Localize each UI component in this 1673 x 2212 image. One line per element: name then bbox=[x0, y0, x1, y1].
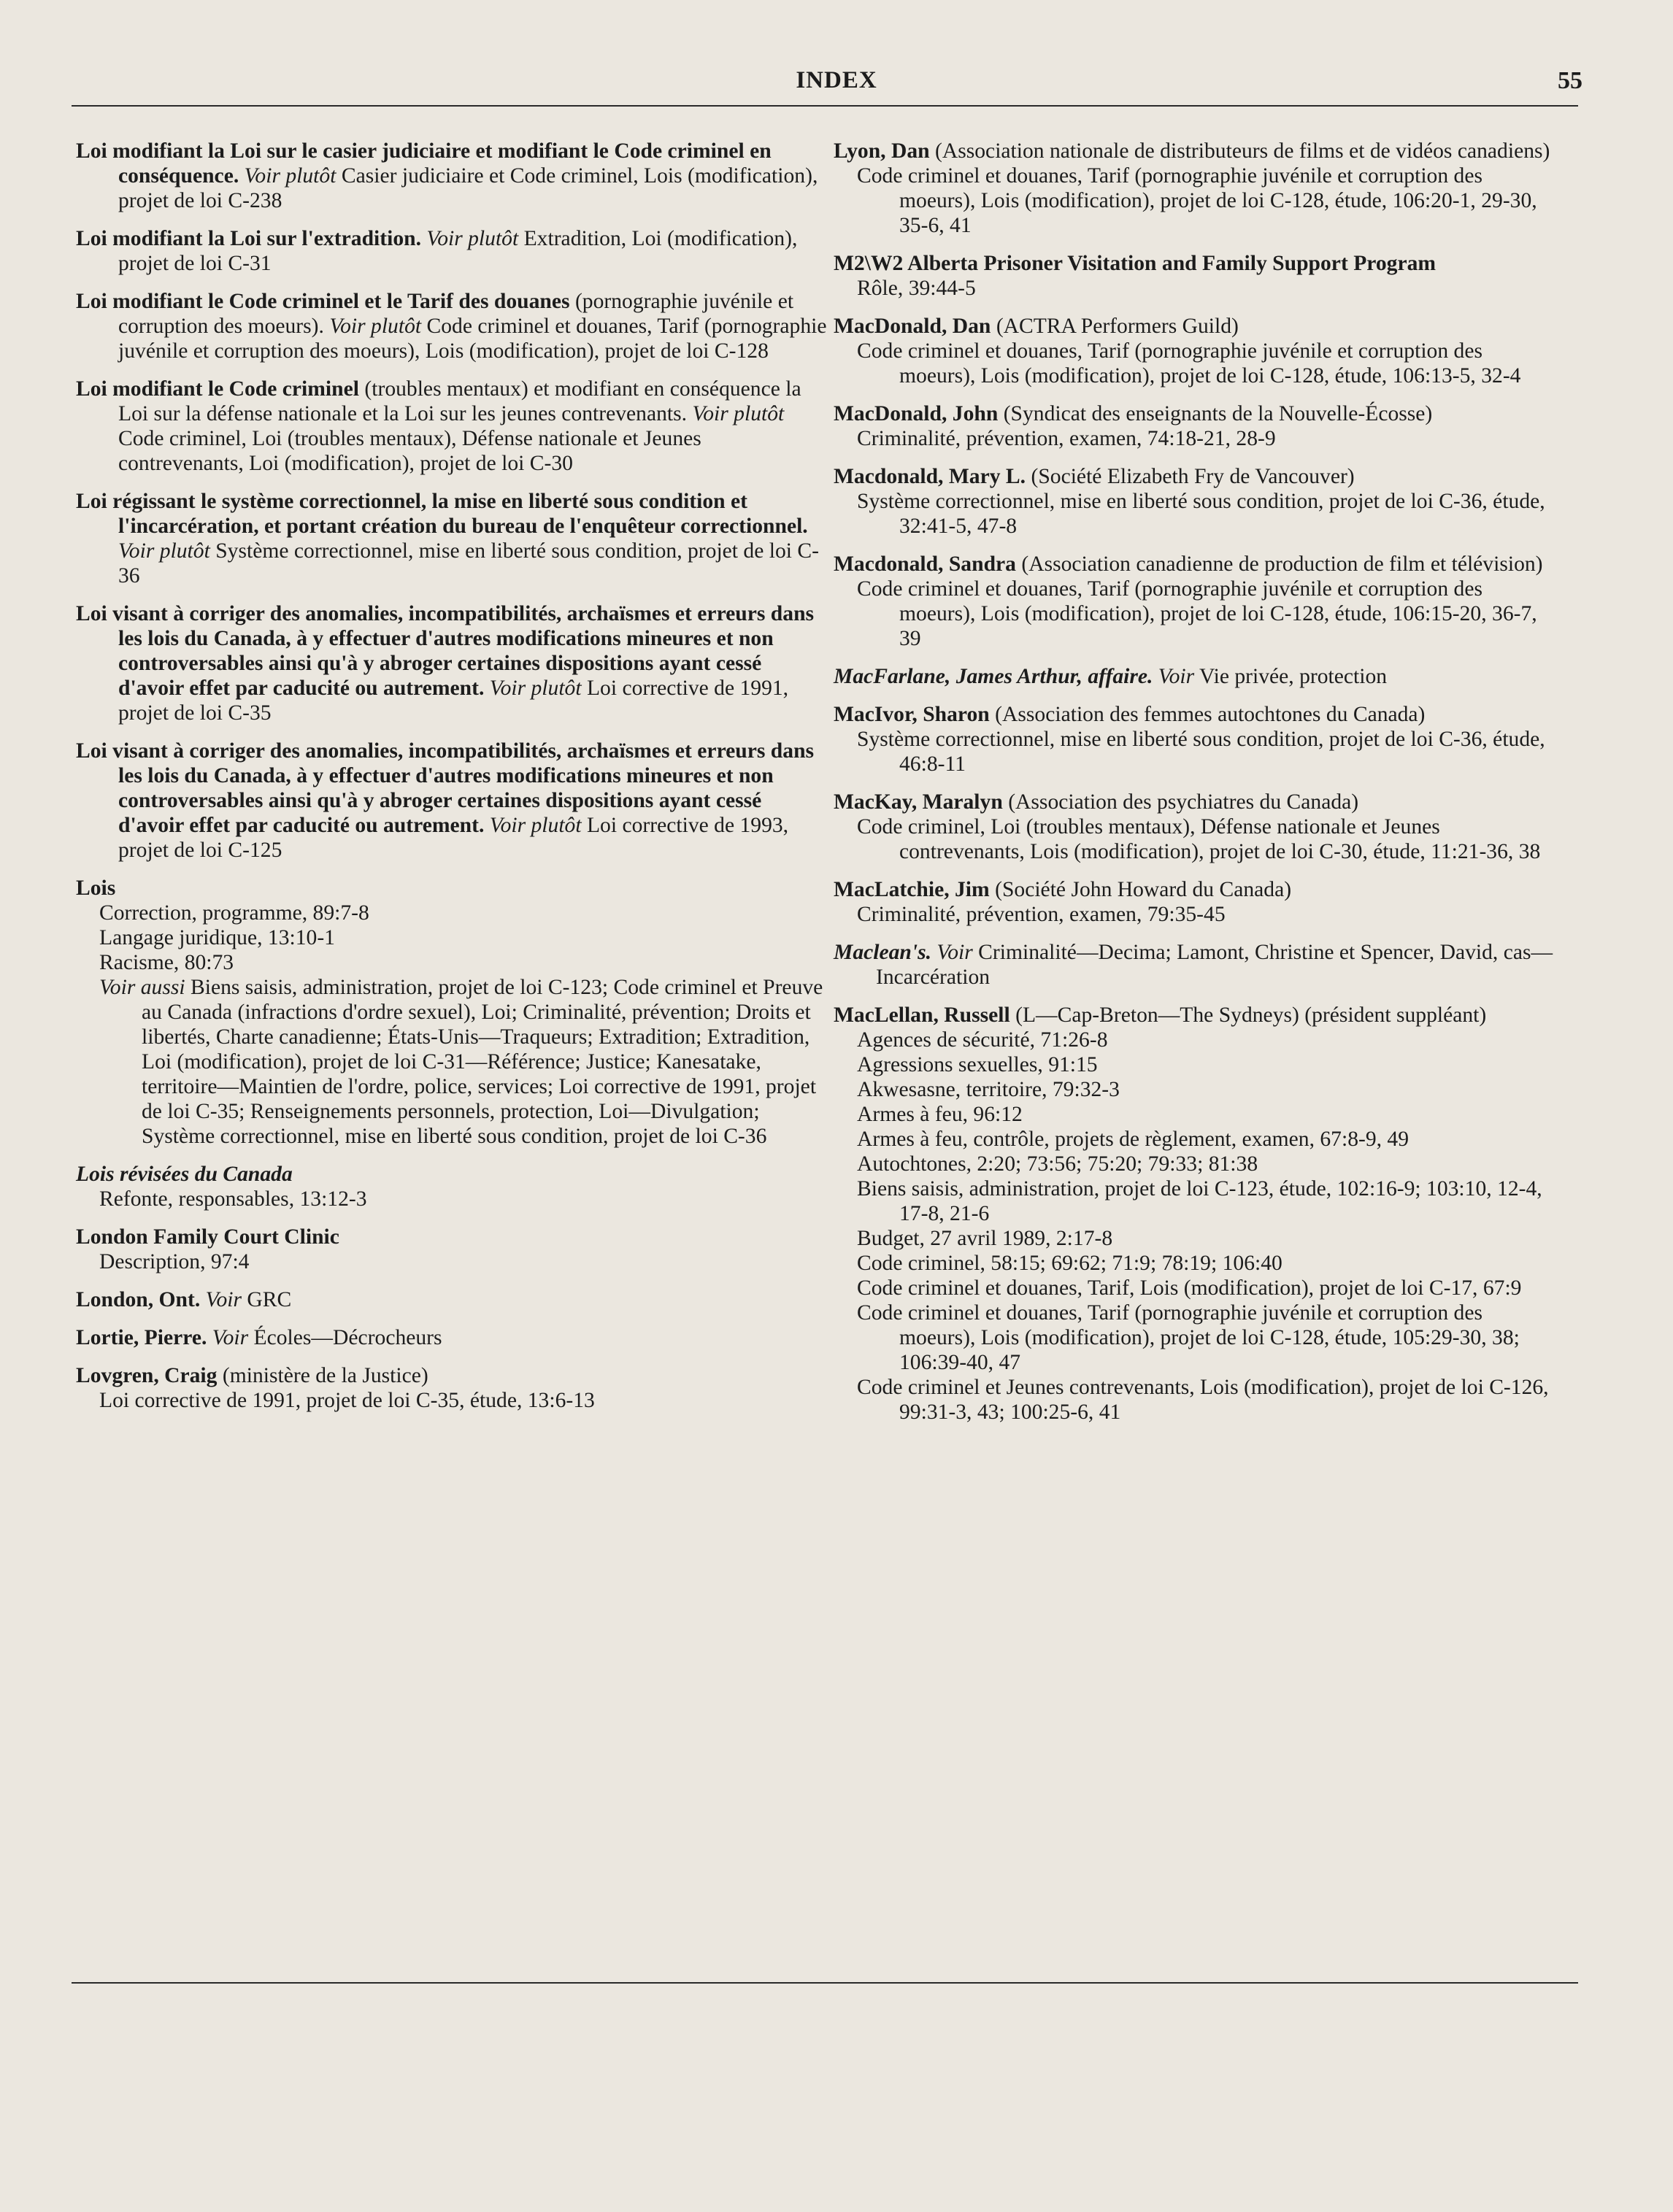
index-column-left bbox=[76, 139, 828, 1426]
subentry bbox=[834, 577, 1564, 651]
subentry-text: Armes à feu, contrôle, projets de règlement, examen, 67:8-9, 49 bbox=[857, 1128, 1409, 1151]
entry-term: London, Ont. bbox=[76, 1288, 201, 1311]
entry-description: (ACTRA Performers Guild) bbox=[996, 315, 1239, 338]
index-entry bbox=[76, 226, 828, 276]
entry-heading bbox=[834, 664, 1564, 689]
subentry-text: Loi corrective de 1991, projet de loi C-35, étude, 13:6-13 bbox=[99, 1389, 595, 1412]
cross-reference-label: Voir plutôt bbox=[489, 677, 582, 700]
index-entry bbox=[76, 1225, 828, 1274]
entry-term: Loi visant à corriger des anomalies, incompatibilités, archaïsmes et erreurs dans les lois du Canada, à y effectuer d'autres modifications mineures et non controversables ainsi qu'à y abroger certaines dispositions ayant cessé d'avoir effet par caducité ou autrement. bbox=[76, 602, 815, 700]
index-entry bbox=[76, 489, 828, 588]
entry-description: (pornographie juvénile et corruption des moeurs). bbox=[118, 290, 794, 338]
index-entry bbox=[834, 940, 1564, 990]
entry-term: Lortie, Pierre. bbox=[76, 1326, 207, 1349]
entry-heading bbox=[76, 1325, 828, 1350]
entry-heading bbox=[76, 377, 828, 476]
index-entry bbox=[76, 289, 828, 363]
subentry-text: Budget, 27 avril 1989, 2:17-8 bbox=[857, 1227, 1113, 1250]
subentry bbox=[834, 1028, 1564, 1052]
entry-heading bbox=[834, 552, 1564, 577]
subentry bbox=[834, 489, 1564, 539]
entry-description: (ministère de la Justice) bbox=[222, 1364, 428, 1387]
entry-heading bbox=[76, 1363, 828, 1388]
subentry bbox=[76, 950, 828, 975]
entry-heading bbox=[834, 877, 1564, 902]
entry-description: (Syndicat des enseignants de la Nouvelle-Écosse) bbox=[1003, 402, 1433, 425]
cross-reference-target: Loi corrective de 1993, projet de loi C-125 bbox=[118, 814, 789, 862]
subentry bbox=[834, 727, 1564, 776]
cross-reference-target: Vie privée, protection bbox=[1199, 665, 1388, 688]
subentry-text: Rôle, 39:44-5 bbox=[857, 277, 976, 300]
index-entry bbox=[76, 739, 828, 863]
subentry bbox=[834, 426, 1564, 451]
subentry-text: Agressions sexuelles, 91:15 bbox=[857, 1053, 1098, 1076]
subentry-text: Description, 97:4 bbox=[99, 1250, 250, 1273]
entry-heading bbox=[834, 314, 1564, 339]
cross-reference-target: Casier judiciaire et Code criminel, Lois (modification), projet de loi C-238 bbox=[118, 164, 818, 212]
subentry-text: Armes à feu, 96:12 bbox=[857, 1103, 1023, 1126]
index-entry bbox=[834, 251, 1564, 301]
subentry bbox=[834, 163, 1564, 238]
cross-reference-target: Écoles—Décrocheurs bbox=[253, 1326, 442, 1349]
cross-reference-label: Voir plutôt bbox=[489, 814, 582, 837]
subentry-text: Système correctionnel, mise en liberté sous condition, projet de loi C-36, étude, 32:41-5, 47-8 bbox=[857, 490, 1545, 538]
entry-heading bbox=[834, 401, 1564, 426]
entry-heading bbox=[834, 790, 1564, 814]
subentry-text: Code criminel et douanes, Tarif (pornographie juvénile et corruption des moeurs), Lois (modification), projet de loi C-128, étude, 105:29-30, 38; 106:39-40, 47 bbox=[857, 1301, 1520, 1374]
entry-term: M2\W2 Alberta Prisoner Visitation and Family Support Program bbox=[834, 252, 1437, 275]
subentry bbox=[834, 1152, 1564, 1176]
cross-reference-label: Voir bbox=[205, 1288, 242, 1311]
subentry-text: Criminalité, prévention, examen, 74:18-21, 28-9 bbox=[857, 427, 1276, 450]
entry-heading bbox=[76, 139, 828, 213]
index-entry bbox=[76, 601, 828, 725]
subentry bbox=[834, 1300, 1564, 1375]
entry-term: Loi modifiant la Loi sur l'extradition. bbox=[76, 227, 421, 250]
entry-term: MacDonald, Dan bbox=[834, 315, 991, 338]
entry-description: (troubles mentaux) et modifiant en conséquence la Loi sur la défense nationale et la Loi sur les jeunes contrevenants. bbox=[118, 377, 801, 425]
entry-term: Loi modifiant le Code criminel bbox=[76, 377, 359, 401]
index-entry bbox=[76, 876, 828, 1149]
entry-description: (Société John Howard du Canada) bbox=[995, 878, 1292, 901]
entry-heading bbox=[76, 226, 828, 276]
subentry-text: Code criminel, Loi (troubles mentaux), Défense nationale et Jeunes contrevenants, Lois (modification), projet de loi C-30, étude, 11:21-36, 38 bbox=[857, 815, 1541, 863]
subentry bbox=[834, 1176, 1564, 1226]
subentry bbox=[76, 1388, 828, 1413]
entry-heading bbox=[76, 739, 828, 863]
index-entry bbox=[834, 1003, 1564, 1425]
subentry bbox=[834, 276, 1564, 301]
entry-description: (Association des psychiatres du Canada) bbox=[1008, 790, 1359, 814]
cross-reference-label: Voir plutôt bbox=[426, 227, 519, 250]
subentry bbox=[834, 1375, 1564, 1425]
entry-term: Loi visant à corriger des anomalies, incompatibilités, archaïsmes et erreurs dans les lois du Canada, à y effectuer d'autres modifications mineures et non controversables ainsi qu'à y abroger certaines dispositions ayant cessé d'avoir effet par caducité ou autrement. bbox=[76, 739, 815, 837]
index-entry bbox=[834, 664, 1564, 689]
subentry bbox=[76, 925, 828, 950]
entry-term: Macdonald, Sandra bbox=[834, 552, 1016, 576]
index-entry bbox=[76, 1287, 828, 1312]
entry-description: (Société Elizabeth Fry de Vancouver) bbox=[1031, 465, 1355, 488]
entry-term: Maclean's. bbox=[834, 941, 931, 964]
subentry-text: Akwesasne, territoire, 79:32-3 bbox=[857, 1078, 1120, 1101]
cross-reference-target: GRC bbox=[247, 1288, 292, 1311]
index-entry bbox=[834, 464, 1564, 539]
entry-description: (Association nationale de distributeurs de films et de vidéos canadiens) bbox=[935, 139, 1550, 163]
subentry bbox=[76, 975, 828, 1149]
subentry-text: Biens saisis, administration, projet de loi C-123; Code criminel et Preuve au Canada (infractions d'ordre sexuel), Loi; Criminalité, prévention; Droits et libertés, Charte canadienne; États-Unis—Traqueurs; Extradition; Extradition, Loi (modification), projet de loi C-31—Référence; Justice; Kanesatake, territoire—Maintien de l'ordre, police, services; Loi corrective de 1991, projet de loi C-35; Renseignements personnels, protection, Loi—Divulgation; Système correctionnel, mise en liberté sous condition, projet de loi C-36 bbox=[142, 976, 823, 1148]
subentry-text: Code criminel et douanes, Tarif, Lois (modification), projet de loi C-17, 67:9 bbox=[857, 1276, 1522, 1300]
entry-heading bbox=[76, 876, 828, 901]
page-header bbox=[72, 61, 1601, 102]
entry-heading bbox=[76, 489, 828, 588]
entry-heading bbox=[76, 289, 828, 363]
entry-term: MacKay, Maralyn bbox=[834, 790, 1003, 814]
subentry-text: Autochtones, 2:20; 73:56; 75:20; 79:33; 81:38 bbox=[857, 1152, 1258, 1176]
entry-term: London Family Court Clinic bbox=[76, 1225, 339, 1249]
index-entry bbox=[76, 139, 828, 213]
entry-heading bbox=[834, 940, 1564, 990]
entry-description: (Association des femmes autochtones du Canada) bbox=[995, 703, 1426, 726]
cross-reference-label: Voir plutôt bbox=[118, 539, 210, 563]
entry-heading bbox=[834, 464, 1564, 489]
subentry-text: Refonte, responsables, 13:12-3 bbox=[99, 1187, 367, 1211]
entry-term: Lois révisées du Canada bbox=[76, 1163, 293, 1186]
subentry-text: Code criminel et douanes, Tarif (pornographie juvénile et corruption des moeurs), Lois (modification), projet de loi C-128, étude, 106:13-5, 32-4 bbox=[857, 339, 1521, 388]
cross-reference-target: Criminalité—Decima; Lamont, Christine et Spencer, David, cas—Incarcération bbox=[876, 941, 1553, 989]
entry-term: Lois bbox=[76, 876, 116, 900]
index-entry bbox=[834, 702, 1564, 776]
subentry bbox=[76, 1249, 828, 1274]
subentry-text: Criminalité, prévention, examen, 79:35-45 bbox=[857, 903, 1226, 926]
subentry-text: Correction, programme, 89:7-8 bbox=[99, 901, 369, 925]
entry-heading bbox=[76, 601, 828, 725]
entry-term: Macdonald, Mary L. bbox=[834, 465, 1026, 488]
entry-description: (Association canadienne de production de film et télévision) bbox=[1021, 552, 1543, 576]
subentry bbox=[834, 902, 1564, 927]
entry-heading bbox=[834, 1003, 1564, 1028]
subentry bbox=[834, 1077, 1564, 1102]
subentry bbox=[834, 1226, 1564, 1251]
entry-heading bbox=[834, 702, 1564, 727]
entry-term: MacDonald, John bbox=[834, 402, 999, 425]
index-entry bbox=[76, 377, 828, 476]
subentry-text: Biens saisis, administration, projet de loi C-123, étude, 102:16-9; 103:10, 12-4, 17-8, 21-6 bbox=[857, 1177, 1542, 1225]
subentry-text: Racisme, 80:73 bbox=[99, 951, 234, 974]
subentry-text: Code criminel, 58:15; 69:62; 71:9; 78:19; 106:40 bbox=[857, 1252, 1282, 1275]
entry-term: Lyon, Dan bbox=[834, 139, 930, 163]
cross-reference-label: Voir aussi bbox=[99, 976, 185, 999]
page-number: 55 bbox=[1558, 67, 1582, 94]
entry-term: MacFarlane, James Arthur, affaire. bbox=[834, 665, 1153, 688]
subentry bbox=[76, 901, 828, 925]
cross-reference-target: Extradition, Loi (modification), projet de loi C-31 bbox=[118, 227, 798, 275]
cross-reference-label: Voir bbox=[937, 941, 973, 964]
entry-heading bbox=[76, 1162, 828, 1187]
index-entry bbox=[76, 1363, 828, 1413]
subentry bbox=[76, 1187, 828, 1211]
subentry bbox=[834, 1276, 1564, 1300]
cross-reference-target: Code criminel, Loi (troubles mentaux), Défense nationale et Jeunes contrevenants, Loi (modification), projet de loi C-30 bbox=[118, 427, 701, 475]
cross-reference-label: Voir plutôt bbox=[329, 315, 422, 338]
entry-description: (L—Cap-Breton—The Sydneys) (président suppléant) bbox=[1015, 1003, 1487, 1027]
entry-heading bbox=[76, 1225, 828, 1249]
entry-term: MacLatchie, Jim bbox=[834, 878, 990, 901]
index-entry bbox=[76, 1325, 828, 1350]
cross-reference-label: Voir bbox=[1158, 665, 1195, 688]
subentry-text: Code criminel et douanes, Tarif (pornographie juvénile et corruption des moeurs), Lois (modification), projet de loi C-128, étude, 106:20-1, 29-30, 35-6, 41 bbox=[857, 164, 1537, 237]
subentry bbox=[834, 1127, 1564, 1152]
cross-reference-target: Loi corrective de 1991, projet de loi C-35 bbox=[118, 677, 789, 725]
subentry bbox=[834, 1102, 1564, 1127]
entry-term: Loi modifiant la Loi sur le casier judiciaire et modifiant le Code criminel en conséquence. bbox=[76, 139, 772, 188]
subentry bbox=[834, 814, 1564, 864]
cross-reference-label: Voir plutôt bbox=[692, 402, 785, 425]
index-entry bbox=[834, 877, 1564, 927]
entry-heading bbox=[834, 139, 1564, 163]
index-entry bbox=[834, 401, 1564, 451]
header-rule bbox=[72, 105, 1578, 107]
subentry-text: Système correctionnel, mise en liberté sous condition, projet de loi C-36, étude, 46:8-11 bbox=[857, 728, 1545, 776]
index-entry bbox=[834, 790, 1564, 864]
entry-heading bbox=[834, 251, 1564, 276]
subentry-text: Code criminel et douanes, Tarif (pornographie juvénile et corruption des moeurs), Lois (modification), projet de loi C-128, étude, 106:15-20, 36-7, 39 bbox=[857, 577, 1537, 650]
entry-heading bbox=[76, 1287, 828, 1312]
subentry-text: Code criminel et Jeunes contrevenants, Lois (modification), projet de loi C-126, 99:31-3, 43; 100:25-6, 41 bbox=[857, 1376, 1549, 1424]
cross-reference-label: Voir bbox=[212, 1326, 249, 1349]
cross-reference-label: Voir plutôt bbox=[244, 164, 336, 188]
index-entry bbox=[76, 1162, 828, 1211]
cross-reference-target: Code criminel et douanes, Tarif (pornographie juvénile et corruption des moeurs), Lois (modification), projet de loi C-128 bbox=[118, 315, 827, 363]
entry-term: Loi régissant le système correctionnel, la mise en liberté sous condition et l'incarcération, et portant création du bureau de l'enquêteur correctionnel. bbox=[76, 490, 808, 538]
subentry bbox=[834, 1052, 1564, 1077]
subentry bbox=[834, 339, 1564, 388]
subentry-text: Agences de sécurité, 71:26-8 bbox=[857, 1028, 1108, 1052]
index-column-right bbox=[834, 139, 1564, 1438]
subentry-text: Langage juridique, 13:10-1 bbox=[99, 926, 335, 949]
footer-rule bbox=[72, 1982, 1578, 1984]
entry-term: MacIvor, Sharon bbox=[834, 703, 990, 726]
index-entry bbox=[834, 552, 1564, 651]
cross-reference-target: Système correctionnel, mise en liberté sous condition, projet de loi C-36 bbox=[118, 539, 819, 587]
entry-term: MacLellan, Russell bbox=[834, 1003, 1010, 1027]
index-entry bbox=[834, 314, 1564, 388]
entry-term: Loi modifiant le Code criminel et le Tarif des douanes bbox=[76, 290, 570, 313]
index-entry bbox=[834, 139, 1564, 238]
subentry bbox=[834, 1251, 1564, 1276]
running-title: INDEX bbox=[796, 67, 877, 93]
entry-term: Lovgren, Craig bbox=[76, 1364, 218, 1387]
